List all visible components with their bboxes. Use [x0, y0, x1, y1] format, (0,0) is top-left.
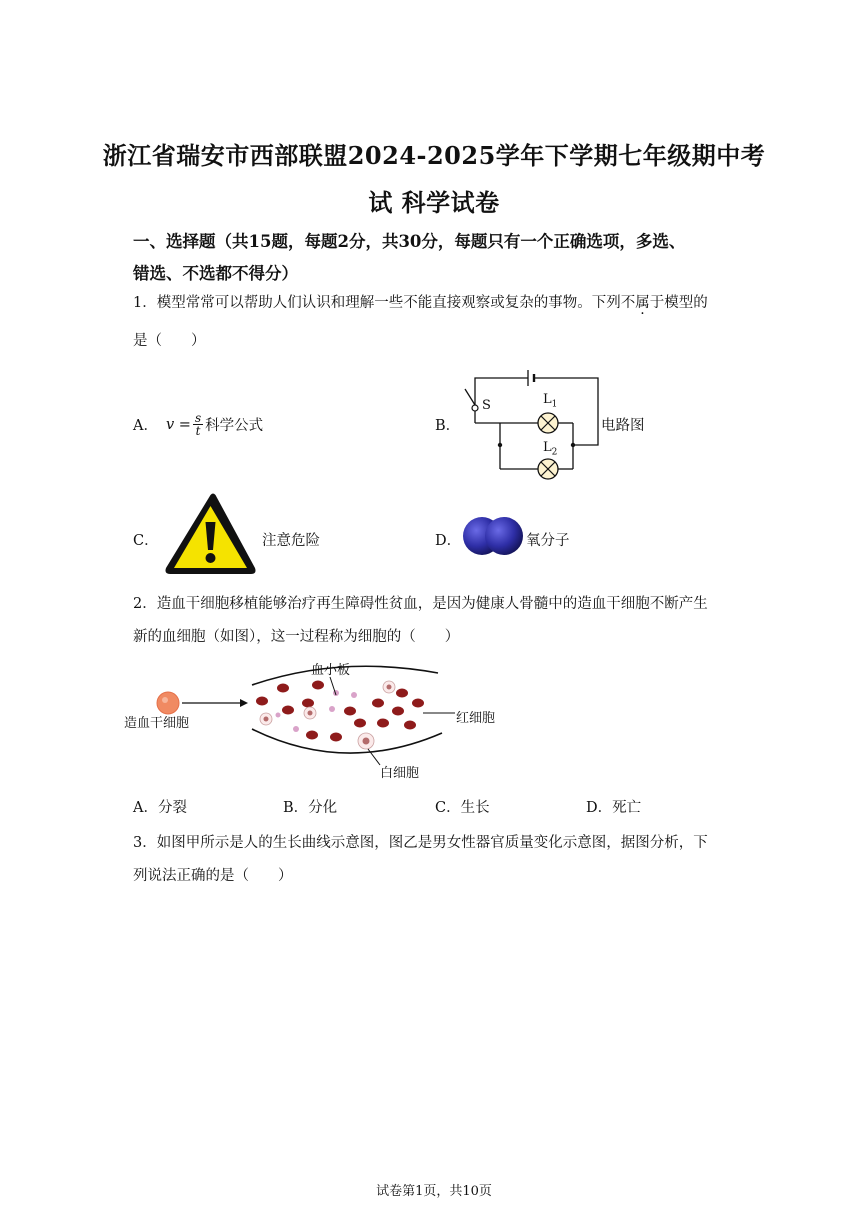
stem-cell-label: 造血干细胞	[124, 716, 190, 731]
q1-stem-part1: 1．模型常常可以帮助人们认识和理解一些不能直接观察或复杂的事物。下列	[133, 295, 621, 311]
red-cell-label: 红细胞	[456, 711, 496, 726]
q2-option-c: C．生长	[435, 800, 490, 816]
q1-option-a-numerator: s	[194, 411, 202, 425]
switch-contact	[472, 405, 478, 411]
page-title-line-2: 试 科学试卷	[368, 188, 500, 217]
q1-stem-emphasis: 不属于	[620, 295, 665, 311]
oxygen-molecule-icon	[462, 514, 524, 558]
stem-cell-icon	[157, 692, 179, 714]
page-footer: 试卷第1页，共10页	[376, 1184, 492, 1199]
q1-option-d-label: D．	[435, 533, 462, 549]
warning-triangle-icon	[163, 492, 258, 576]
section-heading-line-2: 错选、不选都不得分）	[133, 264, 298, 283]
q1-option-a	[133, 412, 263, 437]
q1-option-a-formula-lhs: v =	[165, 416, 191, 433]
platelet-label: 血小板	[311, 663, 351, 678]
q1-stem-line-2: 是（ ）	[133, 333, 206, 349]
q1-option-b-text: 电路图	[601, 418, 645, 434]
lamp-2-symbol	[538, 459, 558, 479]
q2-option-a: A．分裂	[133, 800, 187, 816]
q2-stem-line-2: 新的血细胞（如图），这一过程称为细胞的（ ）	[133, 629, 460, 645]
q1-option-a-fraction	[193, 412, 203, 437]
q1-stem-part2: 模型的	[664, 295, 708, 311]
q2-option-b: B．分化	[283, 800, 338, 816]
circuit-diagram	[455, 365, 610, 485]
q1-stem-line-1	[133, 291, 708, 312]
red-blood-cells	[256, 681, 424, 742]
page-title-line-1: 浙江省瑞安市西部联盟2024-2025学年下学期七年级期中考	[102, 141, 766, 170]
q1-option-d-text: 氧分子	[526, 533, 570, 549]
lamp-1-label: $L_1$	[543, 392, 558, 410]
switch-label: S	[482, 398, 491, 413]
q2-option-d: D．死亡	[586, 800, 642, 816]
q1-option-a-denominator: t	[195, 424, 201, 438]
white-cell-label: 白细胞	[380, 766, 420, 781]
lamp-1-symbol	[538, 413, 558, 433]
q1-option-a-text: 科学公式	[205, 418, 264, 434]
q3-stem-line-2: 列说法正确的是（ ）	[133, 868, 293, 884]
q1-option-c-text: 注意危险	[262, 533, 320, 549]
q1-option-b-label: B．	[435, 418, 461, 434]
lamp-2-label: $L_2$	[543, 440, 558, 458]
q2-stem-line-1: 2．造血干细胞移植能够治疗再生障碍性贫血，是因为健康人骨髓中的造血干细胞不断产生	[133, 596, 708, 612]
q1-option-c-label: C．	[133, 533, 159, 549]
q3-stem-line-1: 3．如图甲所示是人的生长曲线示意图，图乙是男女性器官质量变化示意图，据图分析，下	[133, 835, 708, 851]
q1-option-a-label: A．	[133, 418, 158, 434]
vessel-wall-bottom	[252, 729, 442, 753]
section-heading-line-1: 一、选择题（共15题，每题2分，共30分，每题只有一个正确选项，多选、	[133, 232, 686, 251]
